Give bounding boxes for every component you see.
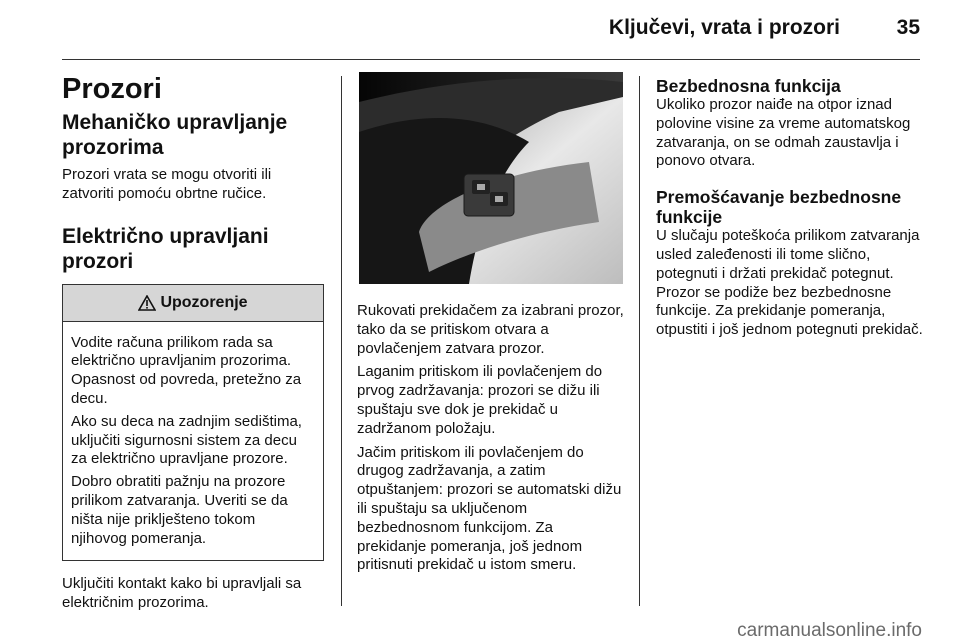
text-switch-operation: Rukovati prekidačem za izabrani prozor, tako da se pritiskom otvara a povlačenjem zatvara prozor.: [357, 302, 624, 357]
text-safety-function: Ukoliko prozor naiđe na otpor iznad polovine visine za vreme automatskog zatvaranja, on se odmah zaustavlja i ponovo otvara.: [656, 96, 911, 170]
column-3: [656, 72, 924, 340]
text-override-safety: U slučaju poteškoća prilikom zatvaranja usled zaleđenosti ili tome slično, potegnuti i držati prekidač potegnut. Prozor se podiže bez bezbednosne funkcije. Za prekidanje pomeranja, otpustiti i još jednom potegnuti prekidač.: [656, 227, 923, 339]
warning-header: [63, 285, 323, 322]
text-first-detent: Laganim pritiskom ili povlačenjem do prvog zadržavanja: prozori se dižu ili spuštaju sve dok je prekidač u zadržanom položaju.: [357, 363, 603, 437]
heading-windows: Prozori: [62, 73, 162, 105]
text-second-detent: Jačim pritiskom ili povlačenjem do drugog zadržavanja, a zatim otpuštanjem: prozori se automatski dižu ili spuštaju sa uključenom bezbednosnom funkcijom. Za prekidanje pomeranja, još jednom pritisnuti prekidač u istom smeru.: [357, 443, 622, 574]
section-title: Ključevi, vrata i prozori: [608, 16, 840, 39]
header-divider: [62, 59, 920, 60]
column-divider-1: [341, 76, 342, 606]
warning-paragraph: Ako su deca na zadnjim sedištima, uključiti sigurnosni sistem za decu za električno upravljane prozore.: [71, 412, 302, 468]
text-manual-windows: Prozori vrata se mogu otvoriti ili zatvoriti pomoću obrtne ručice.: [62, 166, 272, 202]
door-panel-illustration: [359, 72, 623, 284]
column-divider-2: [639, 76, 640, 606]
watermark: carmanualsonline.info: [737, 620, 922, 641]
warning-paragraph: Vodite računa prilikom rada sa električno upravljanim prozorima. Opasnost od povreda, pretežno za decu.: [71, 333, 302, 407]
heading-manual-windows: Mehaničko upravljanje prozorima: [62, 111, 288, 159]
heading-override-safety: Premošćavanje bezbednosne funkcije: [656, 187, 902, 228]
column-2: [357, 72, 625, 575]
page-number: 35: [896, 16, 920, 39]
door-switch-photo: [359, 72, 623, 284]
warning-paragraph: Dobro obratiti pažnju na prozore prilikom zatvaranja. Uveriti se da ništa nije priklješteno tokom njihovog pomeranja.: [71, 473, 288, 547]
warning-body: [63, 322, 323, 561]
heading-safety-function: Bezbednosna funkcija: [656, 76, 841, 96]
warning-triangle-icon: [138, 295, 156, 311]
warning-box: [62, 284, 324, 562]
page-header: [0, 0, 960, 62]
heading-power-windows: Električno upravljani prozori: [62, 224, 269, 273]
column-1: [62, 72, 324, 613]
text-ignition: Uključiti kontakt kako bi upravljali sa električnim prozorima.: [62, 575, 302, 612]
warning-title: Upozorenje: [160, 293, 248, 311]
